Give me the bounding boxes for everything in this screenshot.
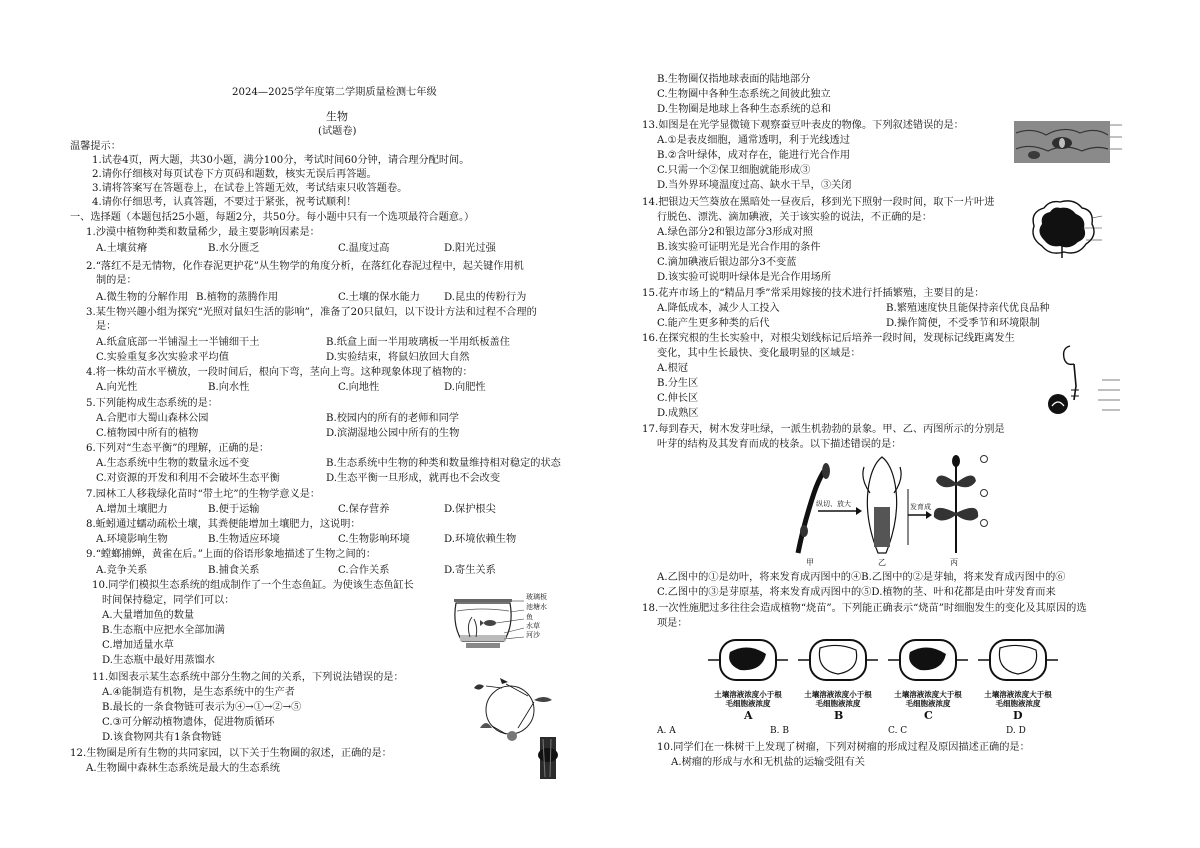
option: D.滨湖湿地公园中所有的生物 <box>326 428 460 439</box>
option: A.竞争关系 <box>96 565 148 576</box>
option: D.阳光过强 <box>444 243 496 254</box>
question-16: 16.在探究根的生长实验中，对根尖划线标记后培养一段时间，发现标记线距离发生 <box>642 333 1015 344</box>
option: C.向地性 <box>338 382 380 393</box>
question-12: 12.生物圈是所有生物的共同家园，以下关于生物圈的叙述，正确的是： <box>70 748 392 759</box>
option: B.便于运输 <box>208 504 260 515</box>
leaf-epidermis-figure <box>1012 119 1130 165</box>
option: C. C <box>888 726 908 736</box>
question-17: 17.每到春天，树木发芽吐绿，一派生机勃勃的景象。甲、乙、丙图所示的分别是 <box>642 424 1005 435</box>
option: C.对资源的开发和利用不会破坏生态平衡 <box>96 473 280 484</box>
option: A.环境影响生物 <box>96 534 168 545</box>
option: C.能产生更多种类的后代 <box>657 318 770 329</box>
question-19: 10.同学们在一株树干上发现了树瘤，下列对树瘤的形成过程及原因描述正确的是： <box>657 742 1030 753</box>
option: B.生态瓶中应把水全部加满 <box>102 625 225 636</box>
option: A.土壤贫瘠 <box>96 243 148 254</box>
option: A.树瘤的形成与水和无机盐的运输受阻有关 <box>671 757 865 768</box>
figure-label: 水草 <box>526 622 540 630</box>
option: C.实验重复多次实验求平均值 <box>96 352 229 363</box>
question-15: 15.花卉市场上的“精品月季”常采用嫁接的技术进行扦插繁殖，主要目的是： <box>642 288 985 299</box>
figure-label: 池塘水 <box>526 603 547 611</box>
geranium-leaf-figure <box>1026 198 1106 260</box>
question-17-cont: 叶芽的结构及其发育而成的枝条。以下描述错误的是： <box>657 439 902 450</box>
option: A.向光性 <box>96 382 138 393</box>
option: D.昆虫的传粉行为 <box>444 292 527 303</box>
figure-caption: 土壤溶液浓度大于根毛细胞液浓度 <box>894 690 962 708</box>
figure-letter: B <box>834 709 844 722</box>
question-1: 1.沙漠中植物种类和数量稀少，最主要影响因素是： <box>86 227 320 238</box>
option: C.植物园中所有的植物 <box>96 428 199 439</box>
question-10: 10.同学们模拟生态系统的组成制作了一个生态鱼缸。为使该生态鱼缸长 <box>92 580 414 591</box>
option: B.最长的一条食物链可表示为④→①→②→⑤ <box>102 702 302 713</box>
figure-caption: 土壤溶液浓度小于根毛细胞液浓度 <box>714 690 782 708</box>
option: D.寄生关系 <box>444 565 496 576</box>
question-4: 4.将一株幼苗水平横放，一段时间后，根向下弯，茎向上弯。这种现象体现了植物的： <box>86 367 473 378</box>
figure-label: 纵切、放大 <box>816 500 851 508</box>
question-3: 3.某生物兴趣小组为探究“光照对鼠妇生活的影响”，准备了20只鼠妇，以下设计方法和过程不合理的 <box>86 307 537 318</box>
option: C.温度过高 <box>338 243 390 254</box>
option: C.增加适量水草 <box>102 640 174 651</box>
figure-letter: D <box>1013 709 1023 722</box>
option: D.该食物网共有1条食物链 <box>102 732 222 743</box>
option: A.增加土壤肥力 <box>96 504 168 515</box>
figure-label: 发育成 <box>910 503 931 511</box>
figure-letter: C <box>924 709 933 722</box>
option: D.生物圈是地球上各种生态系统的总和 <box>657 104 832 115</box>
tree-trunk-photo <box>537 737 559 779</box>
option: C.只需一个②保卫细胞就能形成③ <box>657 165 811 176</box>
option: C.伸长区 <box>657 393 699 404</box>
option: B.该实验可证明光是光合作用的条件 <box>657 242 821 253</box>
option: B.植物的蒸腾作用 <box>196 292 279 303</box>
notice-item: 2.请你仔细核对每页试卷下方页码和题数，核实无误后再答题。 <box>92 169 377 180</box>
option: B.校园内的所有的老师和同学 <box>326 413 459 424</box>
option: A. A <box>657 726 676 736</box>
option: B.分生区 <box>657 378 699 389</box>
option: B.②含叶绿体，成对存在，能进行光合作用 <box>657 150 851 161</box>
notice-title: 温馨提示： <box>70 141 121 152</box>
option: A.合肥市大蜀山森林公园 <box>96 413 209 424</box>
option: D.向肥性 <box>444 382 486 393</box>
question-18: 18.一次性施肥过多往往会造成植物“烧苗”。下列能正确表示“烧苗”时细胞发生的变化及其原因的选 <box>642 603 1087 614</box>
figure-label: 河沙 <box>526 631 540 639</box>
option: D.当外界环境温度过高、缺水干旱，③关闭 <box>657 180 852 191</box>
root-experiment-figure <box>1040 340 1136 420</box>
question-16-cont: 变化，其中生长最快、变化最明显的区域是： <box>657 348 861 359</box>
option: B.向水性 <box>208 382 250 393</box>
leaf-bud-figure <box>790 453 996 567</box>
option: B.生物圈仅指地球表面的陆地部分 <box>657 74 811 85</box>
subject-title: 生物 <box>326 110 348 123</box>
option: D.保护根尖 <box>444 504 496 515</box>
question-5: 5.下列能构成生态系统的是： <box>86 398 218 409</box>
option: A.①是表皮细胞，通常透明，利于光线透过 <box>657 135 850 146</box>
option: A.绿色部分2和银边部分3形成对照 <box>657 227 813 238</box>
option: D.生态平衡一旦形成，就再也不会改变 <box>326 473 501 484</box>
option: C.滴加碘液后银边部分3不变蓝 <box>657 257 797 268</box>
notice-item: 1.试卷4页，两大题，共30小题，满分100分，考试时间60分钟，请合理分配时间。 <box>92 155 470 166</box>
option: A.降低成本，减少人工投入 <box>657 303 780 314</box>
option: C.保存营养 <box>338 504 390 515</box>
option: D.生态瓶中最好用蒸馏水 <box>102 655 215 666</box>
question-2: 2.“落红不是无情物，化作春泥更护花”从生物学的角度分析，在落红化春泥过程中，起关键作用机 <box>86 261 524 272</box>
question-8: 8.蚯蚓通过蠕动疏松土壤，其粪便能增加土壤肥力，这说明： <box>86 519 361 530</box>
question-2-cont: 制的是： <box>96 275 137 286</box>
option: B.生物适应环境 <box>208 534 280 545</box>
question-6: 6.下列对“生态平衡”的理解，正确的是： <box>86 443 270 454</box>
option: C.乙图中的③是芽原基，将来发育成丙图中的⑤D.植物的茎、叶和花都是由叶芽发育而来 <box>657 587 1056 598</box>
option: C.生物圈中各种生态系统之间彼此独立 <box>657 89 831 100</box>
figure-letter: A <box>744 709 753 722</box>
figure-label: 甲 <box>806 558 814 567</box>
section-heading: 一、选择题（本题包括25小题，每题2分，共50分。每小题中只有一个选项最符合题意。） <box>70 212 475 223</box>
option: A.微生物的分解作用 <box>96 292 189 303</box>
figure-caption: 土壤溶液浓度大于根毛细胞液浓度 <box>984 690 1052 708</box>
option: A.④能制造有机物，是生态系统中的生产者 <box>102 687 295 698</box>
option: D. D <box>1006 726 1026 736</box>
option: B.捕食关系 <box>208 565 260 576</box>
option: C.③可分解动植物遗体，促进物质循环 <box>102 717 275 728</box>
notice-item: 4.请你仔细思考，认真答题，不要过于紧张，祝考试顺利！ <box>92 197 357 208</box>
question-7: 7.园林工人移栽绿化苗时“带土坨”的生物学意义是： <box>86 489 321 500</box>
question-18-cont: 项是： <box>657 618 688 629</box>
option: A.生物圈中森林生态系统是最大的生态系统 <box>86 763 280 774</box>
option: B.繁殖速度快且能保持亲代优良品种 <box>886 303 1050 314</box>
option: A.纸盒底部一半铺湿土一半铺细干土 <box>96 337 260 348</box>
question-9: 9.“螳螂捕蝉，黄雀在后。”上面的俗语形象地描述了生物之间的： <box>86 549 377 560</box>
figure-label: 鱼 <box>526 613 533 621</box>
figure-label: 丙 <box>950 558 958 567</box>
question-11: 11.如图表示某生态系统中部分生物之间的关系，下列说法错误的是： <box>92 672 404 683</box>
exam-title: 2024—2025学年度第二学期质量检测七年级 <box>232 87 437 98</box>
question-3-cont: 是： <box>96 321 117 332</box>
option: C.生物影响环境 <box>338 534 410 545</box>
question-13: 13.如图是在光学显微镜下观察蚕豆叶表皮的物像。下列叙述错误的是： <box>642 120 964 131</box>
option: D.操作简便，不受季节和环境限制 <box>886 318 1040 329</box>
option: A.根冠 <box>657 363 688 374</box>
option: A.乙图中的①是幼叶，将来发育成丙图中的④B.乙图中的②是芽轴，将来发育成丙图中的⑥ <box>657 572 1066 583</box>
figure-label: 玻璃板 <box>526 593 547 601</box>
option: D.该实验可说明叶绿体是光合作用场所 <box>657 272 832 283</box>
food-web-figure <box>462 672 558 744</box>
option: B.水分匮乏 <box>208 243 260 254</box>
option: D.成熟区 <box>657 408 699 419</box>
option: B. B <box>770 726 789 736</box>
option: C.合作关系 <box>338 565 390 576</box>
question-10-cont: 时间保持稳定，同学们可以： <box>102 595 235 606</box>
question-14: 14.把银边天竺葵放在黑暗处一昼夜后，移到光下照射一段时间，取下一片叶进 <box>642 197 995 208</box>
notice-item: 3.请将答案写在答题卷上，在试卷上答题无效，考试结束只收答题卷。 <box>92 183 408 194</box>
root-hair-cells-figure <box>704 632 1076 688</box>
figure-caption: 土壤溶液浓度小于根毛细胞液浓度 <box>804 690 872 708</box>
question-14-cont: 行脱色、漂洗、滴加碘液，关于该实验的说法，不正确的是： <box>657 212 933 223</box>
option: B.生态系统中生物的种类和数量维持相对稳定的状态 <box>326 458 561 469</box>
option: B.纸盒上面一半用玻璃板一半用纸板盖住 <box>326 337 510 348</box>
option: A.生态系统中生物的数量永远不变 <box>96 458 250 469</box>
option: C.土壤的保水能力 <box>338 292 420 303</box>
option: D.实验结束，将鼠妇放回大自然 <box>326 352 470 363</box>
paper-type: (试题卷) <box>318 126 357 137</box>
option: D.环境依赖生物 <box>444 534 517 545</box>
figure-label: 乙 <box>878 558 886 567</box>
option: A.大量增加鱼的数量 <box>102 610 195 621</box>
